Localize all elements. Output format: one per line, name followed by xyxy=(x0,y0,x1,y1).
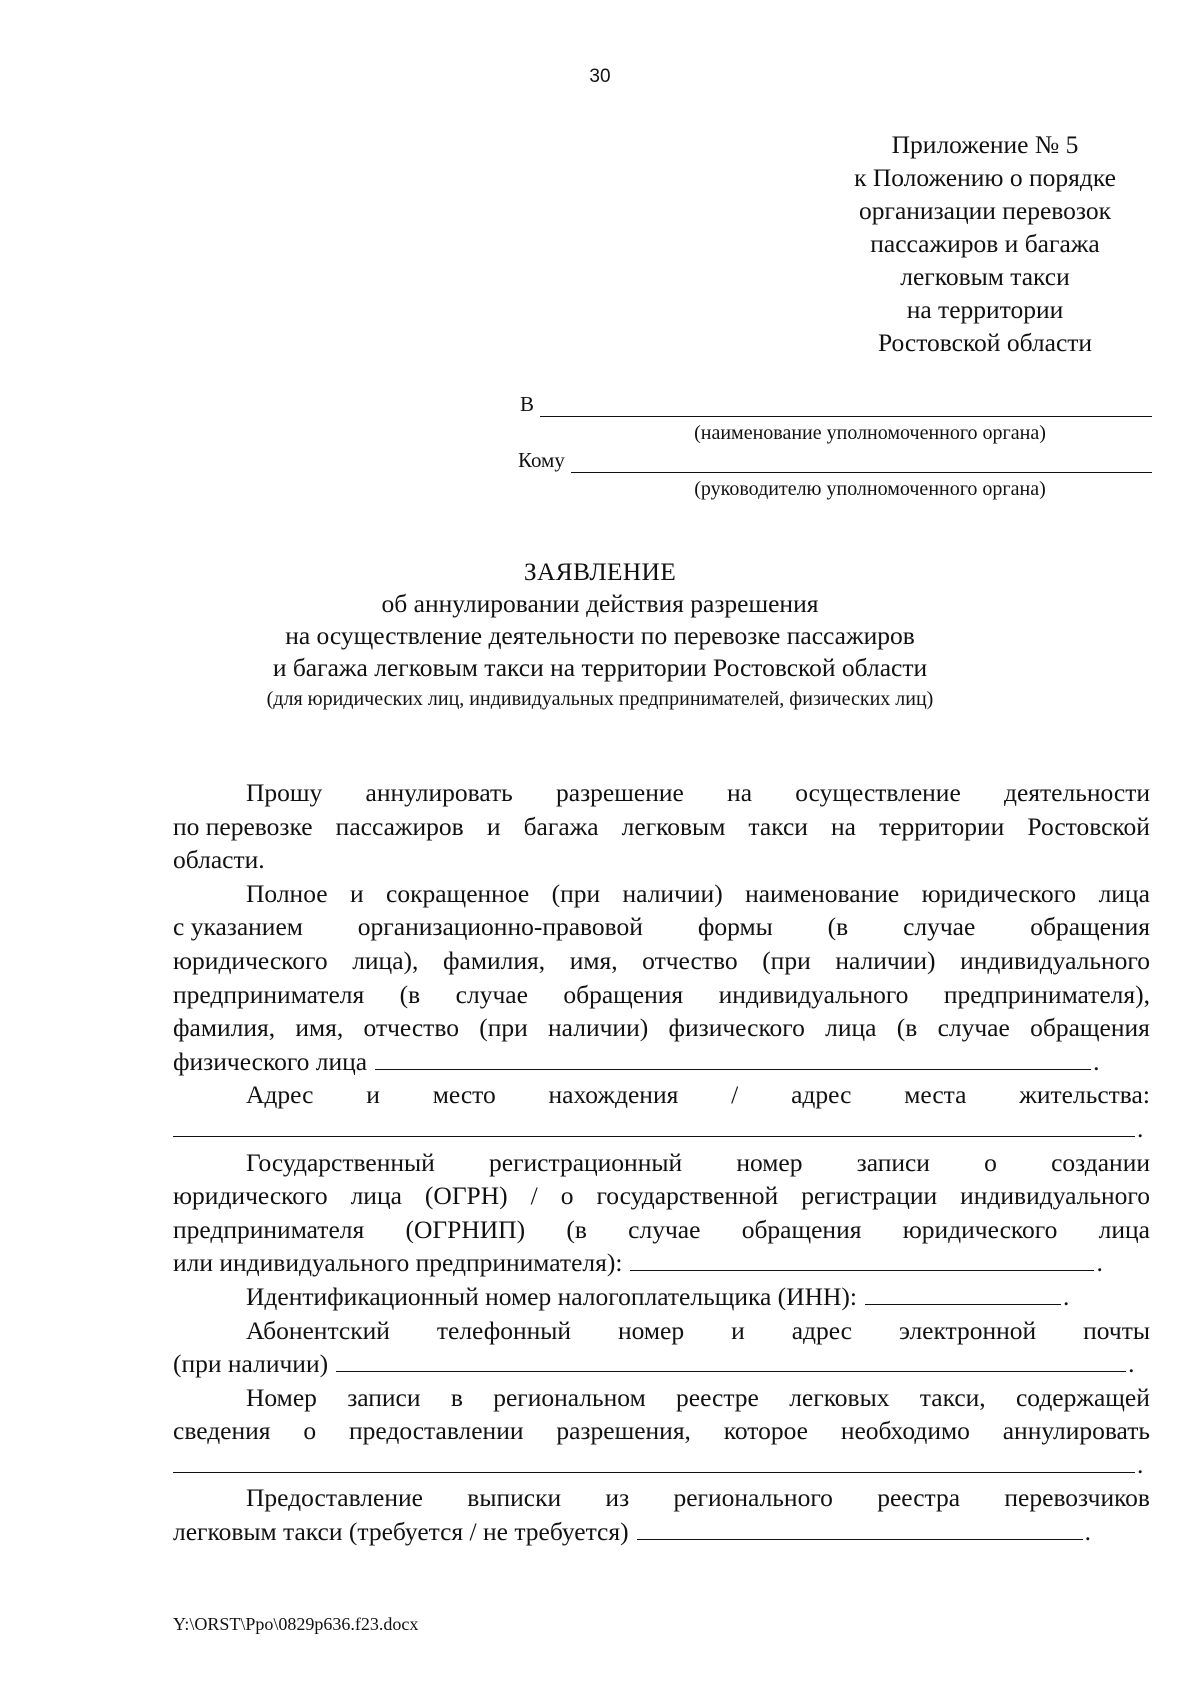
text-word: аннулировать xyxy=(365,778,513,807)
text-word: (в xyxy=(896,1013,918,1043)
text-line xyxy=(173,1011,1150,1045)
text-word: наличии) xyxy=(548,1013,649,1043)
text-line xyxy=(173,1280,1150,1314)
text-word: Адрес xyxy=(246,1080,314,1110)
text-word: записи xyxy=(856,1147,930,1177)
text-word: имя, xyxy=(295,1013,344,1043)
text-word: такси, xyxy=(919,1382,986,1412)
text-word: лица), xyxy=(352,945,419,975)
text-word: обращения xyxy=(741,1214,862,1244)
text-word: физического xyxy=(668,1013,805,1043)
text-word: почты xyxy=(1083,1315,1150,1345)
text-word: (в xyxy=(566,1214,587,1244)
registry-record-field[interactable] xyxy=(173,1453,1135,1473)
text-word: индивидуального xyxy=(718,979,909,1009)
text-word: телефонный xyxy=(436,1315,572,1345)
text-word: Прошу xyxy=(246,778,323,807)
text-line xyxy=(173,1146,1150,1180)
appendix-line: Приложение № 5 xyxy=(891,130,1079,159)
appendix-line: организации перевозок xyxy=(859,196,1111,225)
text-word: Полное xyxy=(246,878,328,908)
text-word: / xyxy=(530,1181,538,1211)
text-word: наименование xyxy=(745,878,900,908)
text-word: о xyxy=(303,1416,317,1446)
text-word: лица xyxy=(1098,1214,1150,1244)
text-word: регионального xyxy=(673,1483,833,1513)
full-name-field[interactable] xyxy=(375,1050,1091,1070)
appendix-header xyxy=(820,128,1150,359)
text-word: предпринимателя xyxy=(173,1214,365,1244)
text-word: разрешение xyxy=(556,778,684,807)
text-word: легковым xyxy=(621,811,726,841)
text-word: осуществление xyxy=(795,778,961,807)
text-word: легковым такси (требуется / не требуется) xyxy=(173,1517,629,1547)
recipient-head-label: Кому xyxy=(518,448,565,472)
recipient-head-field[interactable] xyxy=(571,451,1152,473)
text-word: . xyxy=(1137,1113,1144,1143)
text-word: / xyxy=(731,1080,739,1110)
text-word: фамилия, xyxy=(442,945,546,975)
address-field[interactable] xyxy=(173,1117,1135,1137)
text-word: и xyxy=(731,1315,745,1345)
text-word: легковых xyxy=(789,1382,890,1412)
text-word: случае xyxy=(455,979,528,1009)
text-word: (при xyxy=(479,1013,528,1043)
application-body xyxy=(173,776,1150,1549)
text-word: обращения xyxy=(563,979,684,1009)
recipient-authority-label: В xyxy=(520,392,535,416)
text-line xyxy=(173,1347,1150,1381)
text-word: Предоставление xyxy=(246,1483,423,1513)
text-word: предоставлении xyxy=(348,1416,524,1446)
text-word: отчество xyxy=(642,945,738,975)
text-word: аннулировать xyxy=(1002,1416,1150,1446)
page-number: 30 xyxy=(589,66,611,87)
text-word: о xyxy=(560,1181,574,1211)
text-word: Ростовской xyxy=(1027,811,1150,841)
text-word: лица xyxy=(825,1013,877,1043)
text-line xyxy=(173,1112,1150,1146)
text-word: случае xyxy=(903,912,976,942)
text-word: перевозчиков xyxy=(1004,1483,1150,1513)
text-word: место xyxy=(432,1080,496,1110)
text-word: багажа xyxy=(523,811,599,841)
text-word: номер xyxy=(736,1147,803,1177)
text-word: . xyxy=(1063,1281,1070,1311)
text-word: которое xyxy=(723,1416,808,1446)
text-word: лица xyxy=(350,1181,402,1211)
text-line xyxy=(173,978,1150,1012)
text-word: сокращенное xyxy=(386,878,530,908)
text-word: области. xyxy=(173,845,265,875)
text-word: территории xyxy=(879,811,1005,841)
text-word: Абонентский xyxy=(246,1315,390,1345)
text-word: (при xyxy=(762,945,811,975)
title-line: на осуществление деятельности по перевозке пассажиров xyxy=(285,621,915,650)
recipient-authority-field[interactable] xyxy=(540,395,1152,417)
text-word: юридического xyxy=(173,945,328,975)
text-word: организационно-правовой xyxy=(357,912,643,942)
text-word: физического лица xyxy=(173,1046,368,1076)
text-word: содержащей xyxy=(1015,1382,1150,1412)
text-word: сведения xyxy=(173,1416,271,1446)
text-line xyxy=(173,1381,1150,1415)
text-word: наличии) xyxy=(835,945,936,975)
text-line xyxy=(173,776,1150,810)
text-word: (при наличии) xyxy=(173,1349,329,1379)
text-word: пассажиров xyxy=(335,811,464,841)
appendix-line: на территории xyxy=(906,295,1064,324)
text-word: из xyxy=(605,1483,630,1513)
text-word: по перевозке xyxy=(173,811,313,841)
text-line xyxy=(173,910,1150,944)
text-line xyxy=(173,1515,1150,1549)
text-word: обращения xyxy=(1030,1013,1150,1043)
text-word: . xyxy=(1084,1517,1091,1547)
text-word: на xyxy=(727,778,753,807)
appendix-line: к Положению о порядке xyxy=(854,163,1116,192)
text-word: юридического xyxy=(902,1214,1058,1244)
phone-email-field[interactable] xyxy=(336,1352,1126,1372)
text-word: на xyxy=(831,811,856,841)
text-word: создании xyxy=(1051,1147,1150,1177)
text-line xyxy=(173,1448,1150,1482)
text-word: формы xyxy=(697,912,773,942)
title-subtitle: (для юридических лиц, индивидуальных предпринимателей, физических лиц) xyxy=(266,688,934,710)
text-line xyxy=(173,810,1150,844)
ogrn-field[interactable] xyxy=(630,1251,1094,1271)
recipient-head-row xyxy=(518,448,1152,473)
text-word: реестра xyxy=(877,1483,961,1513)
text-word: (при xyxy=(551,878,601,908)
text-word: (в xyxy=(399,979,421,1009)
text-word: нахождения xyxy=(548,1080,679,1110)
text-word: (в xyxy=(827,912,849,942)
text-line xyxy=(173,1179,1150,1213)
text-word: Государственный xyxy=(246,1147,435,1177)
file-path-footer: Y:\ORST\Ppo\0829p636.f23.docx xyxy=(173,1614,419,1634)
text-word: предпринимателя), xyxy=(943,979,1150,1009)
appendix-line: пассажиров и багажа xyxy=(870,229,1100,258)
text-word: индивидуального xyxy=(960,945,1150,975)
text-word: и xyxy=(366,1080,380,1110)
recipient-authority-row xyxy=(520,392,1152,417)
text-word: региональном xyxy=(493,1382,646,1412)
text-line xyxy=(173,1045,1150,1079)
text-word: и xyxy=(486,811,501,841)
appendix-line: Ростовской области xyxy=(877,328,1093,357)
text-word: регистрации xyxy=(801,1181,938,1211)
text-word: Идентификационный номер налогоплательщика (ИНН): xyxy=(246,1281,857,1311)
text-word: записи xyxy=(347,1382,421,1412)
text-word: юридического xyxy=(173,1181,328,1211)
text-word: отчество xyxy=(363,1013,459,1043)
text-line xyxy=(173,1481,1150,1515)
text-word: в xyxy=(450,1382,463,1412)
text-word: (ОГРНИП) xyxy=(405,1214,526,1244)
text-word: реестре xyxy=(676,1382,759,1412)
text-word: случае xyxy=(937,1013,1010,1043)
title-line: и багажа легковым такси на территории Ростовской области xyxy=(272,653,928,682)
text-word: адрес xyxy=(791,1315,853,1345)
text-word: выписки xyxy=(467,1483,562,1513)
text-line xyxy=(173,1246,1150,1280)
text-word: индивидуального xyxy=(960,1181,1150,1211)
text-word: о xyxy=(984,1147,997,1177)
text-word: обращения xyxy=(1030,912,1150,942)
text-word: и xyxy=(349,878,364,908)
text-word: фамилия, xyxy=(173,1013,276,1043)
text-word: . xyxy=(1093,1046,1100,1076)
text-word: юридического xyxy=(921,878,1077,908)
text-word: разрешения, xyxy=(556,1416,691,1446)
text-word: . xyxy=(1128,1349,1135,1379)
text-word: предпринимателя xyxy=(173,979,365,1009)
text-word: деятельности xyxy=(1004,778,1150,807)
recipient-authority-caption: (наименование уполномоченного органа) xyxy=(694,422,1046,444)
text-line xyxy=(173,1414,1150,1448)
text-word: места xyxy=(904,1080,967,1110)
text-word: с указанием xyxy=(173,912,303,942)
text-word: (ОГРН) xyxy=(424,1181,508,1211)
inn-field[interactable] xyxy=(865,1285,1061,1305)
text-word: Номер xyxy=(246,1382,317,1412)
text-line xyxy=(173,1314,1150,1348)
text-word: . xyxy=(1137,1449,1144,1479)
text-word: . xyxy=(1096,1248,1103,1278)
appendix-line: легковым такси xyxy=(900,262,1070,291)
text-word: имя, xyxy=(569,945,618,975)
text-line xyxy=(173,944,1150,978)
text-word: такси xyxy=(748,811,808,841)
title-main: ЗАЯВЛЕНИЕ xyxy=(523,557,677,586)
text-word: номер xyxy=(618,1315,685,1345)
text-word: лица xyxy=(1098,878,1150,908)
text-word: наличии) xyxy=(622,878,723,908)
text-word: электронной xyxy=(898,1315,1037,1345)
text-word: необходимо xyxy=(840,1416,970,1446)
text-word: случае xyxy=(628,1214,701,1244)
text-word: жительства: xyxy=(1019,1080,1150,1110)
text-line xyxy=(173,877,1150,911)
extract-required-field[interactable] xyxy=(637,1520,1083,1540)
text-line xyxy=(173,843,1150,877)
document-title xyxy=(160,556,1040,712)
recipient-head-caption: (руководителю уполномоченного органа) xyxy=(694,478,1046,500)
text-line xyxy=(173,1213,1150,1247)
title-line: об аннулировании действия разрешения xyxy=(381,589,819,618)
text-word: или индивидуального предпринимателя): xyxy=(173,1248,623,1278)
text-word: адрес xyxy=(791,1080,852,1110)
text-word: регистрационный xyxy=(489,1147,683,1177)
text-line xyxy=(173,1078,1150,1112)
text-word: государственной xyxy=(596,1181,779,1211)
